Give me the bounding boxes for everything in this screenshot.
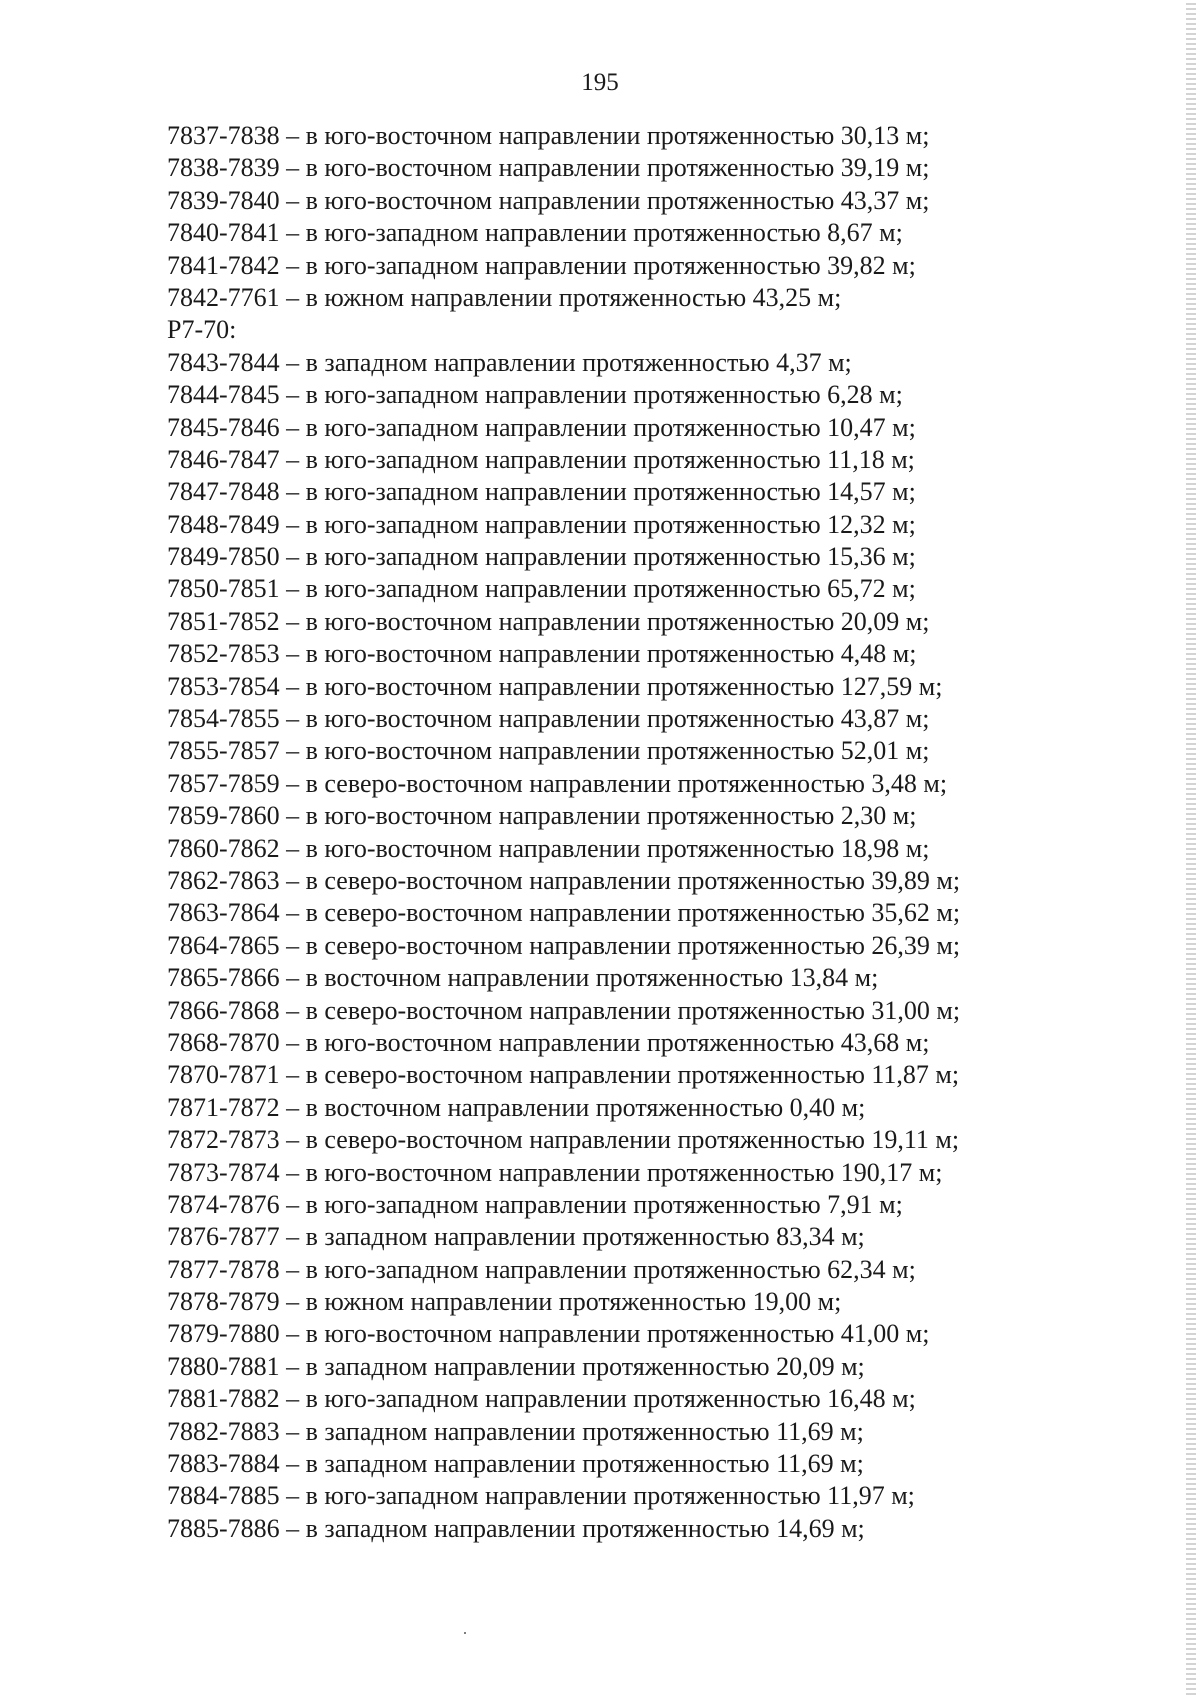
page-number: 195: [581, 69, 619, 96]
boundary-line: 7862-7863 – в северо-восточном направлении протяженностью 39,89 м;: [167, 865, 961, 895]
boundary-line: 7838-7839 – в юго-восточном направлении протяженностью 39,19 м;: [167, 153, 930, 183]
scan-edge-artifact: [1186, 0, 1196, 1696]
boundary-line: 7849-7850 – в юго-западном направлении протяженностью 15,36 м;: [167, 542, 916, 572]
boundary-line: 7839-7840 – в юго-восточном направлении протяженностью 43,37 м;: [167, 185, 930, 215]
boundary-line: 7854-7855 – в юго-восточном направлении протяженностью 43,87 м;: [167, 704, 930, 734]
boundary-line: 7840-7841 – в юго-западном направлении протяженностью 8,67 м;: [167, 218, 903, 248]
boundary-line: 7879-7880 – в юго-восточном направлении протяженностью 41,00 м;: [167, 1319, 930, 1349]
boundary-line: 7883-7884 – в западном направлении протяженностью 11,69 м;: [167, 1449, 864, 1479]
boundary-line: 7848-7849 – в юго-западном направлении протяженностью 12,32 м;: [167, 509, 916, 539]
boundary-line: 7857-7859 – в северо-восточном направлении протяженностью 3,48 м;: [167, 768, 948, 798]
boundary-line: 7844-7845 – в юго-западном направлении протяженностью 6,28 м;: [167, 380, 903, 410]
section-heading: Р7-70:: [167, 315, 237, 345]
boundary-line: 7842-7761 – в южном направлении протяженностью 43,25 м;: [167, 282, 842, 312]
boundary-line: 7852-7853 – в юго-восточном направлении протяженностью 4,48 м;: [167, 639, 917, 669]
boundary-line: 7866-7868 – в северо-восточном направлении протяженностью 31,00 м;: [167, 995, 961, 1025]
boundary-line: 7882-7883 – в западном направлении протяженностью 11,69 м;: [167, 1416, 864, 1446]
boundary-line: 7872-7873 – в северо-восточном направлении протяженностью 19,11 м;: [167, 1125, 960, 1155]
boundary-line: 7884-7885 – в юго-западном направлении протяженностью 11,97 м;: [167, 1481, 915, 1511]
boundary-line: 7851-7852 – в юго-восточном направлении протяженностью 20,09 м;: [167, 606, 930, 636]
boundary-line: 7868-7870 – в юго-восточном направлении протяженностью 43,68 м;: [167, 1027, 930, 1057]
scan-speck: [464, 1632, 466, 1634]
boundary-line: 7860-7862 – в юго-восточном направлении протяженностью 18,98 м;: [167, 833, 930, 863]
boundary-line: 7859-7860 – в юго-восточном направлении протяженностью 2,30 м;: [167, 801, 917, 831]
boundary-line: 7876-7877 – в западном направлении протяженностью 83,34 м;: [167, 1222, 865, 1252]
boundary-line: 7871-7872 – в восточном направлении протяженностью 0,40 м;: [167, 1092, 866, 1122]
boundary-line: 7878-7879 – в южном направлении протяженностью 19,00 м;: [167, 1287, 842, 1317]
boundary-line: 7874-7876 – в юго-западном направлении протяженностью 7,91 м;: [167, 1189, 903, 1219]
boundary-line: 7885-7886 – в западном направлении протяженностью 14,69 м;: [167, 1513, 865, 1543]
boundary-line: 7845-7846 – в юго-западном направлении протяженностью 10,47 м;: [167, 412, 916, 442]
boundary-line: 7847-7848 – в юго-западном направлении протяженностью 14,57 м;: [167, 477, 916, 507]
boundary-description-list: [167, 120, 1067, 1545]
boundary-line: 7870-7871 – в северо-восточном направлении протяженностью 11,87 м;: [167, 1060, 960, 1090]
boundary-line: 7850-7851 – в юго-западном направлении протяженностью 65,72 м;: [167, 574, 916, 604]
boundary-line: 7855-7857 – в юго-восточном направлении протяженностью 52,01 м;: [167, 736, 930, 766]
boundary-line: 7864-7865 – в северо-восточном направлении протяженностью 26,39 м;: [167, 930, 961, 960]
boundary-line: 7843-7844 – в западном направлении протяженностью 4,37 м;: [167, 347, 852, 377]
boundary-line: 7863-7864 – в северо-восточном направлении протяженностью 35,62 м;: [167, 898, 961, 928]
boundary-line: 7846-7847 – в юго-западном направлении протяженностью 11,18 м;: [167, 444, 915, 474]
boundary-line: 7877-7878 – в юго-западном направлении протяженностью 62,34 м;: [167, 1254, 916, 1284]
boundary-line: 7865-7866 – в восточном направлении протяженностью 13,84 м;: [167, 963, 879, 993]
boundary-line: 7881-7882 – в юго-западном направлении протяженностью 16,48 м;: [167, 1384, 916, 1414]
boundary-line: 7873-7874 – в юго-восточном направлении протяженностью 190,17 м;: [167, 1157, 943, 1187]
boundary-line: 7880-7881 – в западном направлении протяженностью 20,09 м;: [167, 1351, 865, 1381]
boundary-line: 7841-7842 – в юго-западном направлении протяженностью 39,82 м;: [167, 250, 916, 280]
boundary-line: 7837-7838 – в юго-восточном направлении протяженностью 30,13 м;: [167, 121, 930, 150]
boundary-line: 7853-7854 – в юго-восточном направлении протяженностью 127,59 м;: [167, 671, 943, 701]
